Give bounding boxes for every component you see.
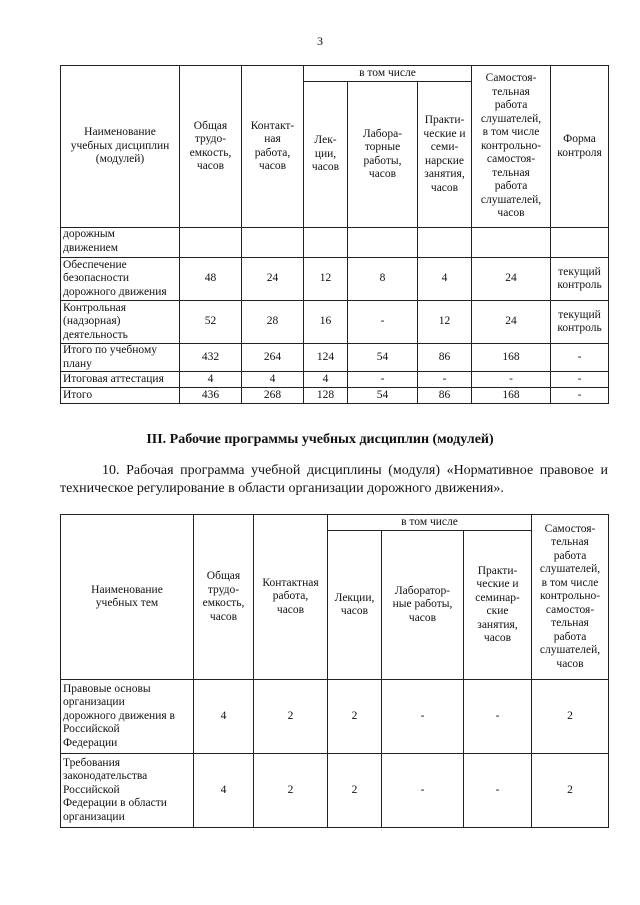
row-contact: 4 (242, 372, 304, 388)
row-contact: 28 (242, 301, 304, 344)
row-name: Требования законодательства Российской Федерации в области организации (61, 754, 194, 828)
row-self: 24 (472, 258, 551, 301)
table-row (61, 258, 609, 301)
row-name: Итого (61, 388, 180, 404)
header-including: в том числе (328, 515, 532, 531)
row-labs: 54 (348, 388, 418, 404)
row-total (180, 228, 242, 258)
row-practice: - (464, 680, 532, 754)
row-total: 4 (180, 372, 242, 388)
row-self: 168 (472, 388, 551, 404)
section-heading: III. Рабочие программы учебных дисциплин (модулей) (146, 432, 494, 447)
page-number: 3 (317, 34, 323, 48)
row-labs: - (382, 754, 464, 828)
row-total: 52 (180, 301, 242, 344)
row-name: Обеспечение безопасности дорожного движения (61, 258, 180, 301)
header-total-hours: Общая трудо- емкость, часов (180, 66, 242, 228)
row-contact: 2 (254, 754, 328, 828)
row-practice: 4 (418, 258, 472, 301)
header-contact-hours: Контакт- ная работа, часов (242, 66, 304, 228)
header-labs: Лаборатор- ные работы, часов (382, 531, 464, 680)
row-practice: - (418, 372, 472, 388)
header-total-hours: Общая трудо- емкость, часов (194, 515, 254, 680)
row-labs: - (348, 301, 418, 344)
header-topic-name: Наименование учебных тем (61, 515, 194, 680)
row-total: 4 (194, 754, 254, 828)
row-lectures: 4 (304, 372, 348, 388)
row-contact: 264 (242, 344, 304, 372)
row-total: 48 (180, 258, 242, 301)
row-total: 432 (180, 344, 242, 372)
header-lectures: Лек- ции, часов (304, 82, 348, 228)
row-name: Итого по учебному плану (61, 344, 180, 372)
header-self-study: Самостоя- тельная работа слушателей, в том числе контрольно- самостоя- тельная работа слушателей, часов (472, 66, 551, 228)
row-form (551, 228, 609, 258)
row-self: 24 (472, 301, 551, 344)
row-lectures: 128 (304, 388, 348, 404)
row-practice: 86 (418, 344, 472, 372)
row-labs: - (348, 372, 418, 388)
table-row (61, 680, 609, 754)
row-contact: 24 (242, 258, 304, 301)
row-form: - (551, 372, 609, 388)
row-practice: - (464, 754, 532, 828)
row-form: текущий контроль (551, 301, 609, 344)
table-row (61, 388, 609, 404)
row-name: Правовые основы организации дорожного движения в Российской Федерации (61, 680, 194, 754)
row-total: 4 (194, 680, 254, 754)
row-lectures: 2 (328, 680, 382, 754)
row-contact (242, 228, 304, 258)
row-labs: 54 (348, 344, 418, 372)
row-form: - (551, 388, 609, 404)
header-labs: Лабора- торные работы, часов (348, 82, 418, 228)
header-contact-hours: Контактная работа, часов (254, 515, 328, 680)
table-row (61, 344, 609, 372)
curriculum-table (60, 65, 609, 404)
topics-table (60, 514, 609, 828)
row-name: Итоговая аттестация (61, 372, 180, 388)
table-row (61, 754, 609, 828)
row-lectures: 12 (304, 258, 348, 301)
row-form: - (551, 344, 609, 372)
row-contact: 268 (242, 388, 304, 404)
row-lectures: 16 (304, 301, 348, 344)
row-self: 168 (472, 344, 551, 372)
row-self (472, 228, 551, 258)
header-practice: Практи- ческие и семи- нарские занятия, часов (418, 82, 472, 228)
header-self-study: Самостоя- тельная работа слушателей, в том числе контрольно- самостоя- тельная работа слушателей, часов (532, 515, 609, 680)
row-practice: 12 (418, 301, 472, 344)
row-practice: 86 (418, 388, 472, 404)
row-name: Контрольная (надзорная) деятельность (61, 301, 180, 344)
row-labs (348, 228, 418, 258)
row-labs: 8 (348, 258, 418, 301)
table-row (61, 228, 609, 258)
paragraph-text: 10. Рабочая программа учебной дисциплины (модуля) «Нормативное правовое и техническое регулирование в области организации дорожного движения». (60, 463, 608, 496)
row-lectures: 124 (304, 344, 348, 372)
table-row (61, 372, 609, 388)
header-including: в том числе (304, 66, 472, 82)
row-self: - (472, 372, 551, 388)
row-practice (418, 228, 472, 258)
header-control-form: Форма контроля (551, 66, 609, 228)
header-practice: Практи- ческие и семинар- ские занятия, часов (464, 531, 532, 680)
row-name: дорожным движением (61, 228, 180, 258)
row-total: 436 (180, 388, 242, 404)
row-self: 2 (532, 754, 609, 828)
row-labs: - (382, 680, 464, 754)
row-contact: 2 (254, 680, 328, 754)
header-discipline-name: Наименование учебных дисциплин (модулей) (61, 66, 180, 228)
header-lectures: Лекции, часов (328, 531, 382, 680)
row-self: 2 (532, 680, 609, 754)
row-lectures: 2 (328, 754, 382, 828)
row-lectures (304, 228, 348, 258)
row-form: текущий контроль (551, 258, 609, 301)
table-row (61, 301, 609, 344)
